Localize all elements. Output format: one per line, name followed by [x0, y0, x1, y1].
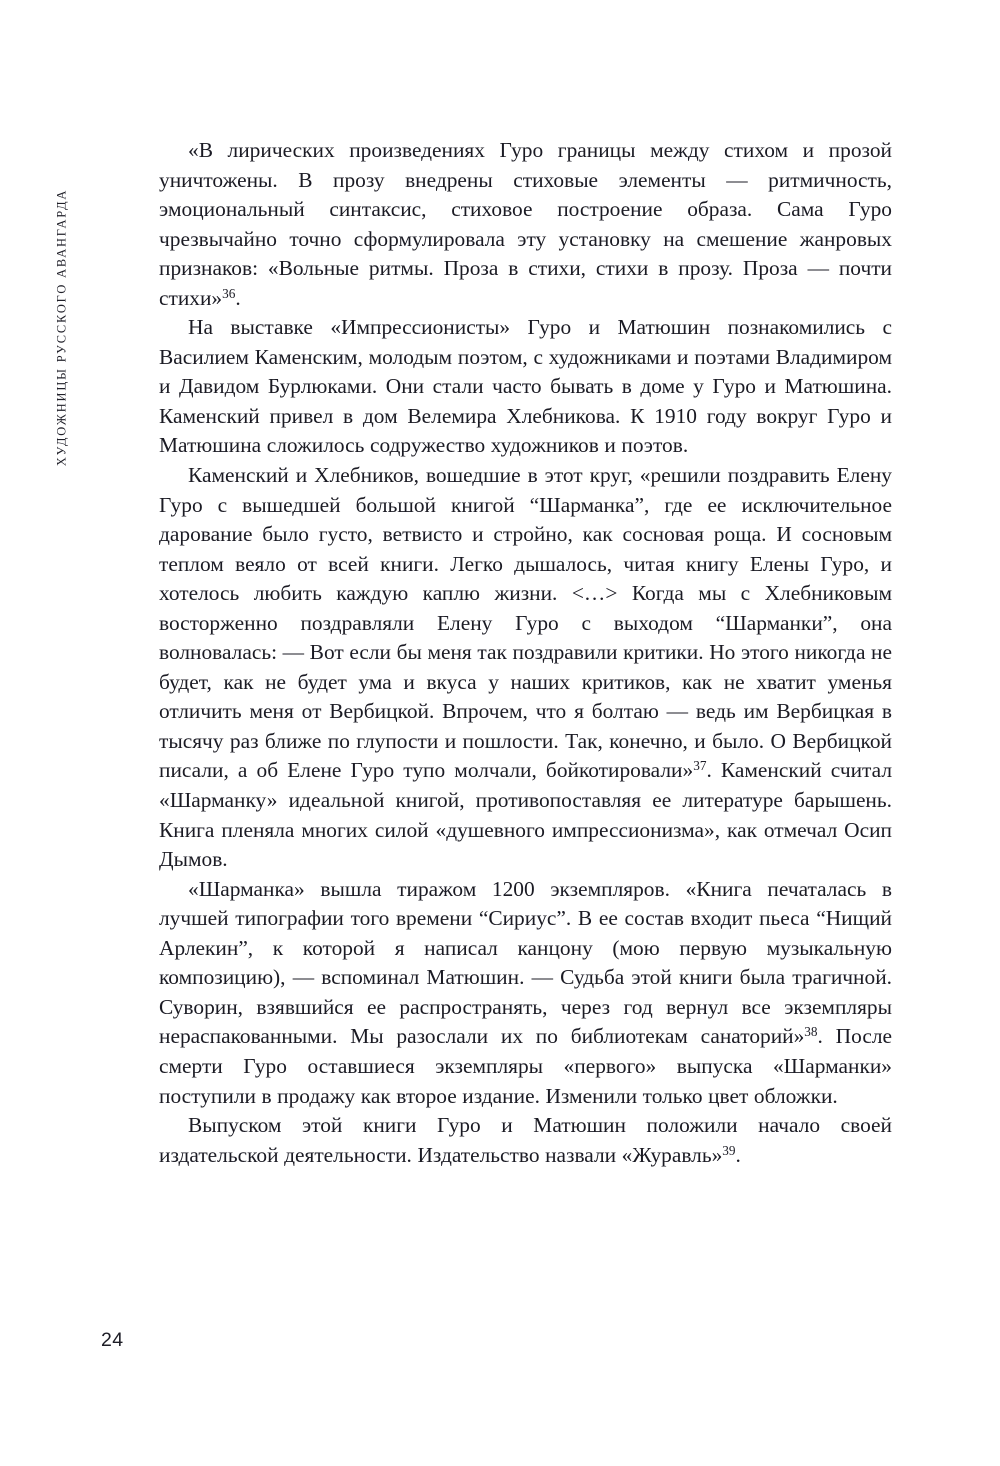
running-head	[0, 0, 150, 560]
body-text-column	[159, 136, 892, 1170]
paragraph	[159, 875, 892, 1111]
paragraph	[159, 461, 892, 875]
paragraph-text-tail: .	[235, 285, 241, 310]
paragraph-text: Каменский и Хлебников, вошедшие в этот круг, «решили поздравить Елену Гуро с вышедшей большой книгой “Шарманка”, где ее исключительное дарование было густо, ветвисто и стройно, как сосновая роща. И сосновым теплом веяло от всей книги. Легко дышалось, читая книгу Елены Гуро, и хотелось любить каждую каплю жизни. <…> Когда мы с Хлебниковым восторженно поздравляли Елену Гуро с выходом “Шарманки”, она волновалась: — Вот если бы меня так поздравили критики. Но этого никогда не будет, как не будет ума и вкуса у наших критиков, как не хватит уменья отличить меня от Вербицкой. Впрочем, что я болтаю — ведь им Вербицкая в тысячу раз ближе по глупости и пошлости. Так, конечно, и было. О Вербицкой писали, а об Елене Гуро тупо молчали, бойкотировали»	[159, 463, 892, 783]
paragraph	[159, 136, 892, 313]
footnote-marker[interactable]: 38	[804, 1024, 818, 1040]
footnote-marker[interactable]: 36	[222, 285, 236, 301]
footnote-marker[interactable]: 39	[722, 1142, 736, 1158]
paragraph-text: На выставке «Импрессионисты» Гуро и Матюшин познакомились с Василием Каменским, молодым поэтом, с художниками и поэтами Владимиром и Давидом Бурлюками. Они стали часто бывать в доме у Гуро и Матюшина. Каменский привел в дом Велемира Хлебникова. К 1910 году вокруг Гуро и Матюшина сложилось содружество художников и поэтов.	[159, 315, 892, 458]
paragraph	[159, 1111, 892, 1170]
paragraph-text-tail: .	[735, 1142, 741, 1167]
paragraph-text: «В лирических произведениях Гуро границы между стихом и прозой уничтожены. В прозу внедрены стиховые элементы — ритмичность, эмоциональный синтаксис, стиховое построение образа. Сама Гуро чрезвычайно точно сформулировала эту установку на смешение жанровых признаков: «Вольные ритмы. Проза в стихи, стихи в прозу. Проза — почти стихи»	[159, 138, 892, 310]
paragraph-text-tail: . Каменский считал «Шарманку» идеальной книгой, противопоставляя ее литературе барышень. Книга пленяла многих силой «душевного импрессионизма», как отмечал Осип Дымов.	[159, 758, 892, 872]
paragraph-text-tail: . После смерти Гуро оставшиеся экземпляры «первого» выпуска «Шарманки» поступили в продажу как второе издание. Изменили только цвет обложки.	[159, 1024, 892, 1108]
paragraph-text: «Шарманка» вышла тиражом 1200 экземпляров. «Книга печаталась в лучшей типографии того времени “Сириус”. В ее состав входит пьеса “Нищий Арлекин”, к которой я написал канцону (мою первую музыкальную композицию), — вспоминал Матюшин. — Судьба этой книги была трагичной. Суворин, взявшийся ее распространять, через год вернул все экземпляры нераспакованными. Мы разослали их по библиотекам санаторий»	[159, 876, 892, 1049]
footnote-marker[interactable]: 37	[693, 758, 707, 774]
page-number: 24	[101, 1329, 124, 1351]
running-head-label: ХУДОЖНИЦЫ РУССКОГО АВАНГАРДА	[54, 188, 69, 467]
paragraph-text: Выпуском этой книги Гуро и Матюшин положили начало своей издательской деятельности. Издательство назвали «Журавль»	[159, 1113, 892, 1167]
paragraph	[159, 313, 892, 461]
